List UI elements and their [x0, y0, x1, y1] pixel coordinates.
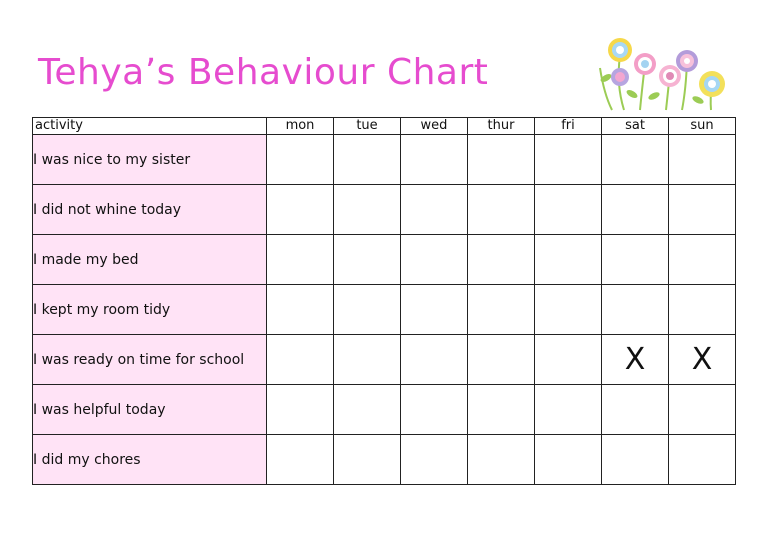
mark-cell-mon[interactable] [267, 435, 334, 485]
mark-cell-thur[interactable] [468, 335, 535, 385]
column-header-sun: sun [669, 118, 736, 135]
mark-cell-thur[interactable] [468, 135, 535, 185]
table-row [33, 285, 736, 335]
mark-cell-thur[interactable] [468, 435, 535, 485]
activity-cell: I did not whine today [33, 185, 267, 235]
mark-cell-tue[interactable] [334, 435, 401, 485]
mark-cell-sat[interactable] [602, 135, 669, 185]
mark-cell-sun[interactable] [669, 435, 736, 485]
column-header-mon: mon [267, 118, 334, 135]
mark-cell-sun[interactable]: X [669, 335, 736, 385]
mark-cell-sat[interactable] [602, 285, 669, 335]
mark-cell-mon[interactable] [267, 385, 334, 435]
mark-cell-sun[interactable] [669, 135, 736, 185]
column-header-tue: tue [334, 118, 401, 135]
mark-cell-thur[interactable] [468, 285, 535, 335]
mark-cell-sun[interactable] [669, 185, 736, 235]
mark-cell-wed[interactable] [401, 135, 468, 185]
mark-cell-sat[interactable]: X [602, 335, 669, 385]
mark-cell-thur[interactable] [468, 185, 535, 235]
mark-cell-wed[interactable] [401, 335, 468, 385]
mark-cell-wed[interactable] [401, 435, 468, 485]
mark-cell-fri[interactable] [535, 135, 602, 185]
table-row [33, 435, 736, 485]
mark-cell-sun[interactable] [669, 235, 736, 285]
column-header-fri: fri [535, 118, 602, 135]
mark-cell-mon[interactable] [267, 135, 334, 185]
mark-cell-fri[interactable] [535, 185, 602, 235]
mark-cell-sun[interactable] [669, 285, 736, 335]
mark-cell-sat[interactable] [602, 435, 669, 485]
column-header-thur: thur [468, 118, 535, 135]
mark-cell-mon[interactable] [267, 335, 334, 385]
mark-cell-wed[interactable] [401, 285, 468, 335]
mark-cell-wed[interactable] [401, 235, 468, 285]
column-header-sat: sat [602, 118, 669, 135]
table-row [33, 385, 736, 435]
activity-cell: I was nice to my sister [33, 135, 267, 185]
mark-cell-wed[interactable] [401, 385, 468, 435]
activity-cell: I was ready on time for school [33, 335, 267, 385]
mark-cell-fri[interactable] [535, 285, 602, 335]
mark-cell-sat[interactable] [602, 235, 669, 285]
mark-cell-wed[interactable] [401, 185, 468, 235]
column-header-wed: wed [401, 118, 468, 135]
mark-cell-tue[interactable] [334, 385, 401, 435]
table-row [33, 135, 736, 185]
activity-cell: I kept my room tidy [33, 285, 267, 335]
mark-cell-tue[interactable] [334, 285, 401, 335]
activity-cell: I did my chores [33, 435, 267, 485]
mark-cell-tue[interactable] [334, 235, 401, 285]
mark-cell-thur[interactable] [468, 385, 535, 435]
activity-cell: I made my bed [33, 235, 267, 285]
table-row [33, 185, 736, 235]
activity-cell: I was helpful today [33, 385, 267, 435]
mark-cell-mon[interactable] [267, 185, 334, 235]
mark-cell-mon[interactable] [267, 235, 334, 285]
header-row [33, 118, 736, 135]
behaviour-table [32, 117, 736, 485]
mark-cell-thur[interactable] [468, 235, 535, 285]
table-row [33, 335, 736, 385]
mark-cell-tue[interactable] [334, 185, 401, 235]
mark-cell-fri[interactable] [535, 435, 602, 485]
column-header-activity: activity [33, 118, 267, 135]
mark-cell-tue[interactable] [334, 335, 401, 385]
mark-cell-mon[interactable] [267, 285, 334, 335]
mark-cell-sat[interactable] [602, 385, 669, 435]
mark-cell-fri[interactable] [535, 385, 602, 435]
mark-cell-sun[interactable] [669, 385, 736, 435]
flowers-icon [590, 34, 730, 112]
mark-cell-fri[interactable] [535, 335, 602, 385]
mark-cell-fri[interactable] [535, 235, 602, 285]
mark-cell-sat[interactable] [602, 185, 669, 235]
table-row [33, 235, 736, 285]
mark-cell-tue[interactable] [334, 135, 401, 185]
page-title: Tehya’s Behaviour Chart [38, 52, 489, 93]
